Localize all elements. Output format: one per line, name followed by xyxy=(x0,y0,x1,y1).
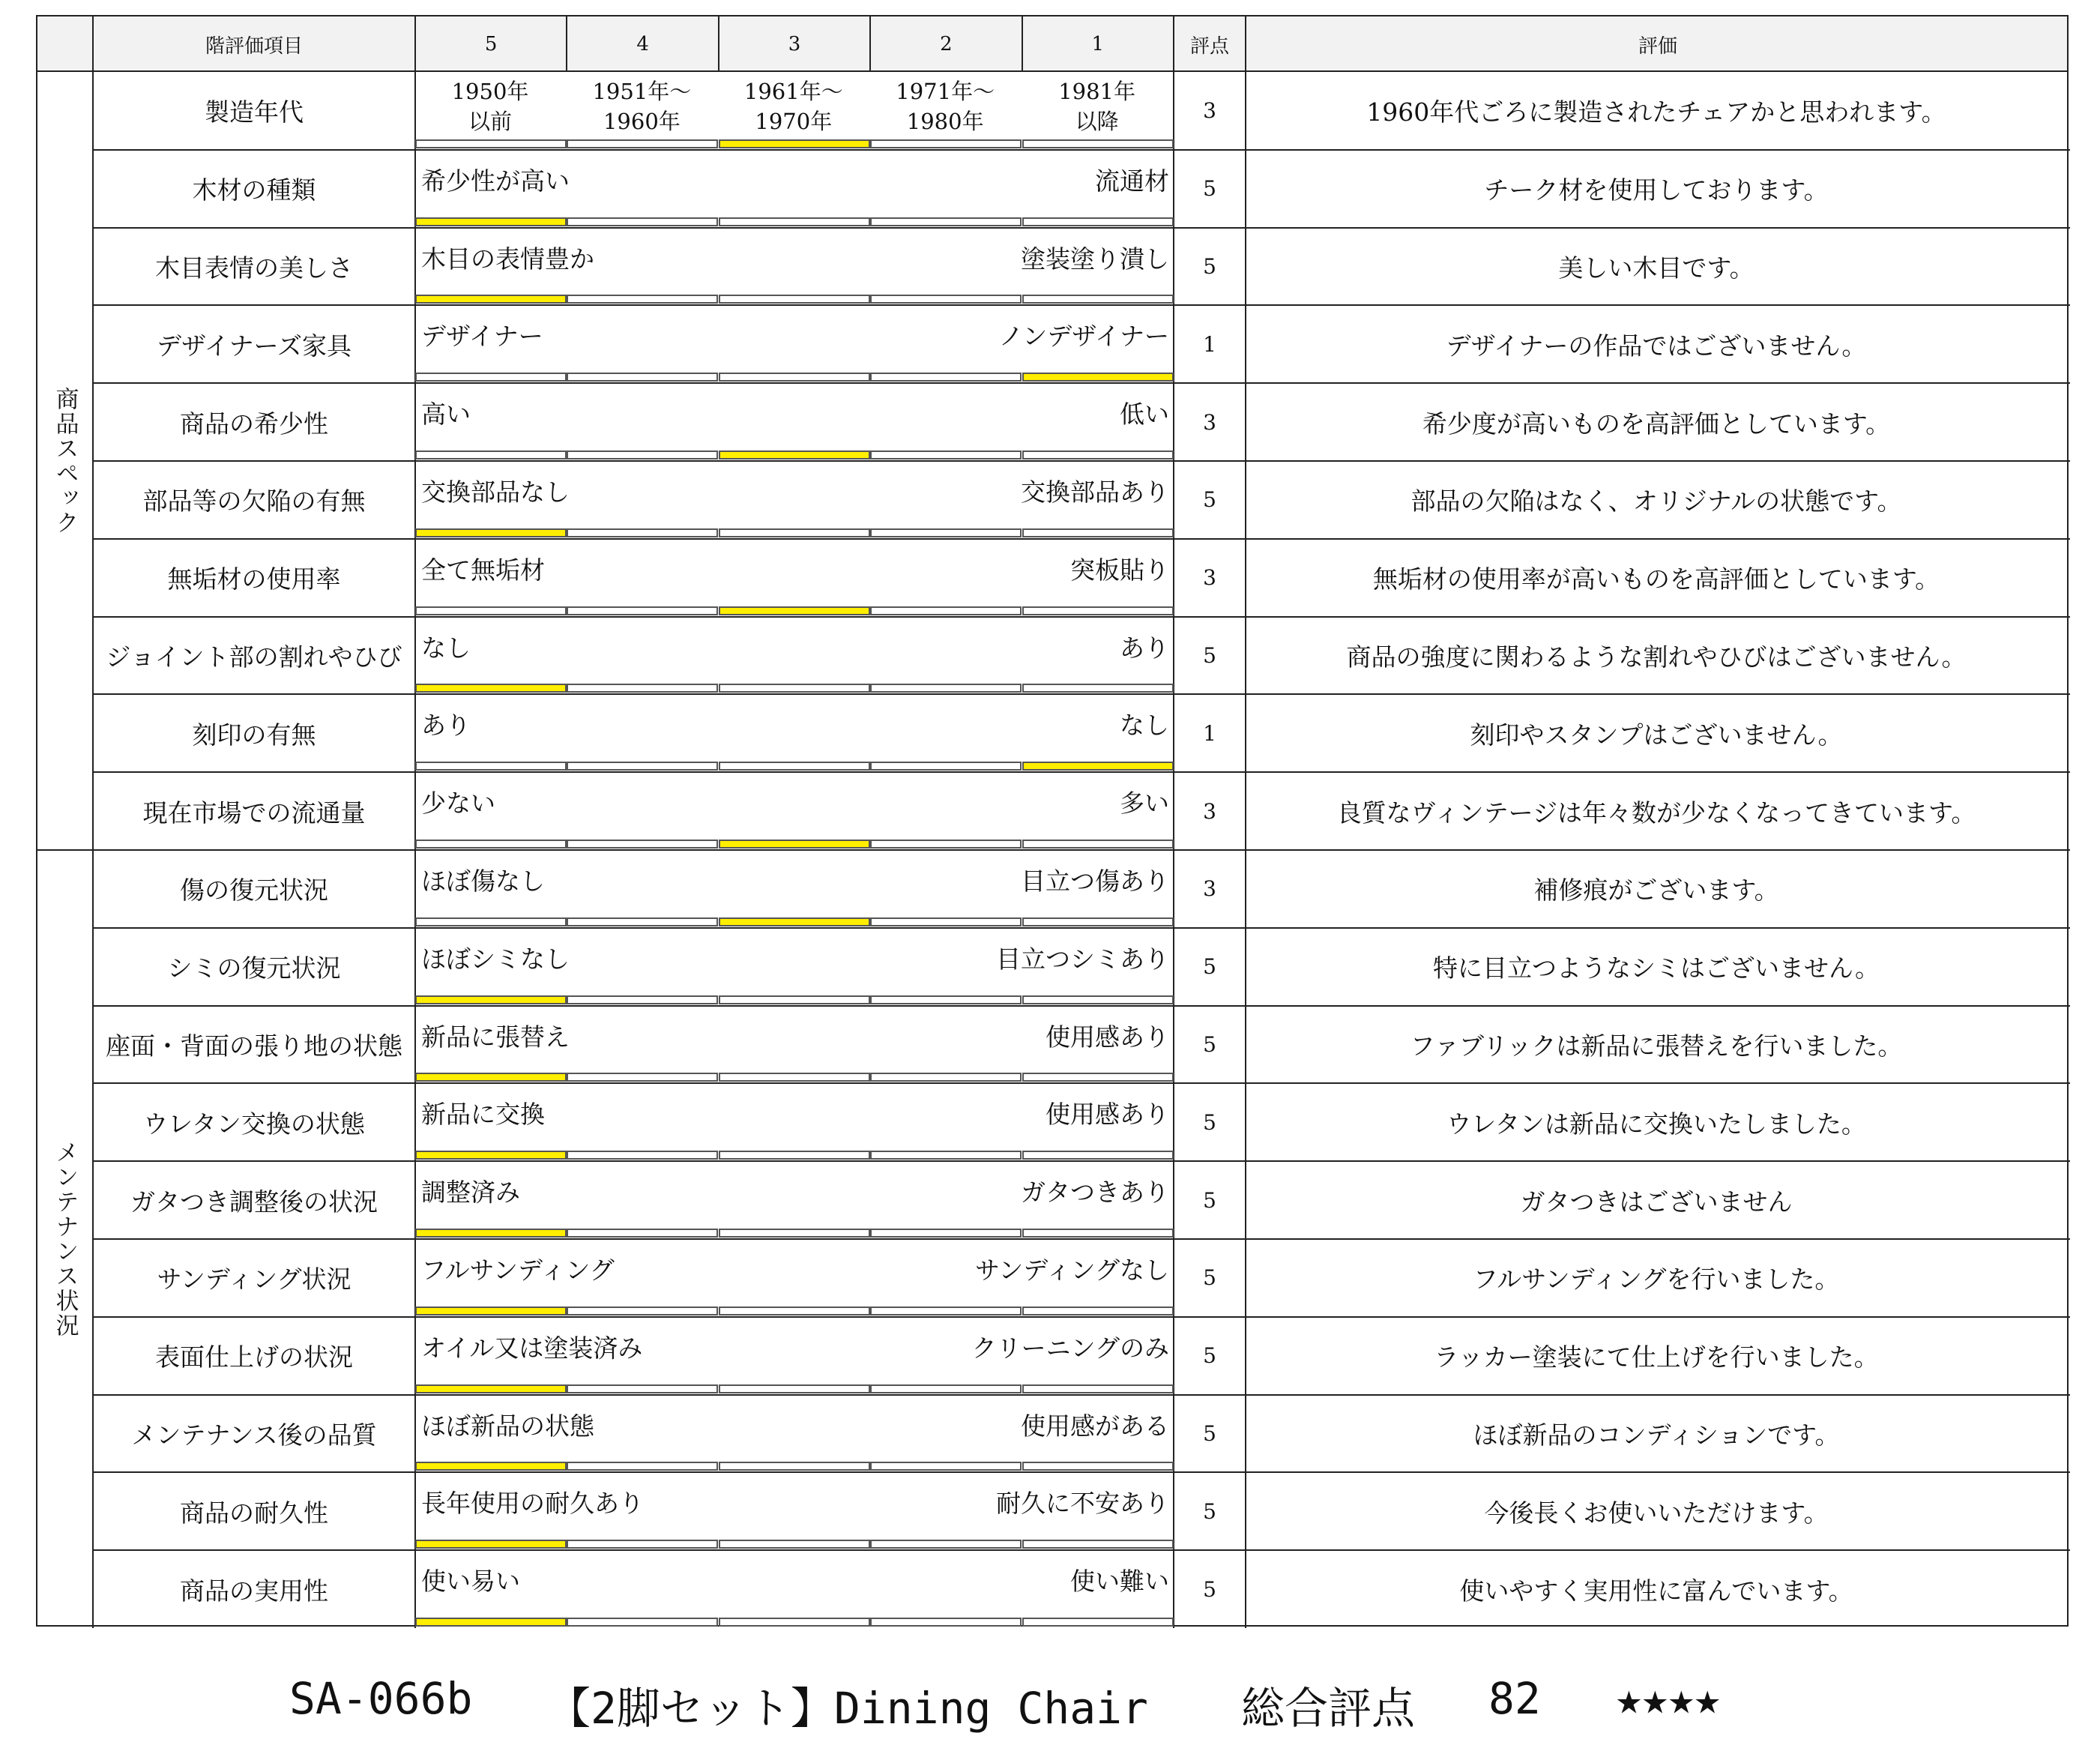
rating-segment xyxy=(567,684,718,693)
table-row xyxy=(37,1472,2070,1550)
scale-best-label: 少ない xyxy=(421,789,495,819)
rating-marker xyxy=(415,1073,567,1082)
rating-segment xyxy=(719,1618,870,1627)
rating-segment xyxy=(870,528,1022,537)
era-label: 1951年〜 1960年 xyxy=(592,79,692,134)
table-row xyxy=(37,461,2070,539)
grid-line xyxy=(869,16,871,72)
table-row xyxy=(37,228,2070,306)
evaluation-table xyxy=(36,15,2069,1627)
scale-worst-label: サンディングなし xyxy=(974,1256,1169,1285)
rating-segment xyxy=(870,762,1022,771)
scale-worst-label: 交換部品あり xyxy=(1021,477,1169,507)
table-row xyxy=(37,305,2070,383)
grid-line xyxy=(93,771,2070,773)
rating-segment xyxy=(1022,217,1174,226)
rating-segment xyxy=(567,139,718,148)
scale-worst-label: 使用感がある xyxy=(1021,1411,1169,1441)
score-value: 3 xyxy=(1203,798,1216,824)
score-value: 3 xyxy=(1203,98,1216,124)
product-summary xyxy=(0,1673,2100,1741)
rating-marker xyxy=(415,1540,567,1549)
rating-scale xyxy=(415,917,1174,926)
rating-segment xyxy=(567,528,718,537)
rating-segment xyxy=(567,1384,718,1393)
rating-segment xyxy=(719,684,870,693)
grid-line xyxy=(93,1549,2070,1551)
evaluation-comment: 刻印やスタンプはございません。 xyxy=(1470,720,1843,750)
table-row xyxy=(37,1083,2070,1161)
scale-worst-label: 塗装塗り潰し xyxy=(1021,244,1169,274)
header-evaluation: 評価 xyxy=(1638,34,1677,58)
evaluation-item: 木目表情の美しさ xyxy=(155,253,353,283)
grid-line xyxy=(93,1238,2070,1240)
rating-segment xyxy=(567,1151,718,1160)
rating-segment xyxy=(719,1540,870,1549)
rating-scale xyxy=(415,373,1174,382)
table-row xyxy=(37,72,2070,150)
evaluation-item: ウレタン交換の状態 xyxy=(143,1109,365,1139)
rating-segment xyxy=(719,1229,870,1238)
scale-best-label: ほぼ新品の状態 xyxy=(421,1411,594,1441)
table-row xyxy=(37,150,2070,228)
rating-segment xyxy=(1022,1384,1174,1393)
rating-segment xyxy=(870,1307,1022,1316)
total-score: 82 xyxy=(1488,1673,1541,1724)
scale-worst-label: クリーニングのみ xyxy=(971,1333,1169,1363)
score-value: 5 xyxy=(1203,1187,1216,1213)
rating-scale xyxy=(415,1384,1174,1393)
scale-worst-label: 使用感あり xyxy=(1046,1022,1169,1052)
rating-segment xyxy=(1022,917,1174,926)
evaluation-item: 木材の種類 xyxy=(192,175,316,205)
evaluation-item: 商品の希少性 xyxy=(180,409,328,439)
rating-marker xyxy=(415,684,567,693)
rating-marker xyxy=(1022,373,1174,382)
grid-line xyxy=(93,149,2070,151)
table-row xyxy=(37,1161,2070,1239)
rating-segment xyxy=(1022,295,1174,304)
product-code: SA-066b xyxy=(289,1673,473,1724)
evaluation-comment: 部品の欠陥はなく、オリジナルの状態です。 xyxy=(1410,486,1902,516)
scale-worst-label: 突板貼り xyxy=(1070,555,1169,585)
evaluation-item: デザイナーズ家具 xyxy=(156,331,352,361)
score-value: 5 xyxy=(1203,1343,1216,1369)
evaluation-comment: ガタつきはございません xyxy=(1520,1187,1793,1217)
header-score: 評点 xyxy=(1189,34,1229,58)
table-row xyxy=(37,850,2070,928)
scale-best-label: デザイナー xyxy=(421,322,543,352)
scale-best-label: オイル又は塗装済み xyxy=(421,1333,643,1363)
rating-segment xyxy=(870,917,1022,926)
scale-worst-label: 目立つシミあり xyxy=(996,944,1169,974)
rating-segment xyxy=(1022,684,1174,693)
grid-line xyxy=(93,382,2070,384)
rating-scale xyxy=(415,1229,1174,1238)
rating-marker xyxy=(415,295,567,304)
rating-marker xyxy=(415,1151,567,1160)
table-row xyxy=(37,772,2070,850)
score-value: 5 xyxy=(1203,1498,1216,1524)
table-row xyxy=(37,1550,2070,1628)
scale-best-label: 調整済み xyxy=(421,1178,520,1208)
score-value: 5 xyxy=(1203,642,1216,668)
rating-segment xyxy=(567,217,718,226)
header-score-4: 4 xyxy=(636,33,649,55)
rating-scale xyxy=(415,606,1174,615)
table-row xyxy=(37,617,2070,695)
score-value: 5 xyxy=(1203,253,1216,279)
evaluation-comment: 特に目立つようなシミはございません。 xyxy=(1433,953,1880,983)
rating-scale xyxy=(415,1073,1174,1082)
evaluation-comment: フルサンディングを行いました。 xyxy=(1473,1265,1840,1295)
rating-segment xyxy=(870,1618,1022,1627)
rating-segment xyxy=(870,1151,1022,1160)
grid-line xyxy=(93,927,2070,929)
rating-segment xyxy=(567,762,718,771)
scale-best-label: フルサンディング xyxy=(421,1256,615,1285)
score-value: 1 xyxy=(1203,720,1216,746)
rating-segment xyxy=(567,917,718,926)
score-value: 3 xyxy=(1203,565,1216,591)
scale-worst-label: 使用感あり xyxy=(1046,1100,1169,1130)
rating-segment xyxy=(567,840,718,849)
rating-segment xyxy=(1022,1540,1174,1549)
rating-segment xyxy=(870,139,1022,148)
scale-best-label: 使い易い xyxy=(421,1567,520,1597)
rating-marker xyxy=(415,1618,567,1627)
scale-best-label: なし xyxy=(421,633,471,663)
rating-segment xyxy=(415,917,567,926)
table-row xyxy=(37,1239,2070,1317)
rating-scale xyxy=(415,295,1174,304)
table-row xyxy=(37,383,2070,461)
rating-segment xyxy=(870,217,1022,226)
rating-segment xyxy=(415,840,567,849)
rating-segment xyxy=(719,528,870,537)
scale-best-label: 新品に交換 xyxy=(421,1100,545,1130)
rating-segment xyxy=(719,995,870,1004)
evaluation-item: 座面・背面の張り地の状態 xyxy=(106,1031,402,1061)
rating-segment xyxy=(719,373,870,382)
evaluation-item: 現在市場での流通量 xyxy=(142,798,366,828)
scale-best-label: ほぼ傷なし xyxy=(421,867,545,896)
evaluation-item: シミの復元状況 xyxy=(167,953,341,983)
rating-segment xyxy=(1022,1462,1174,1471)
rating-segment xyxy=(870,1540,1022,1549)
score-value: 5 xyxy=(1203,176,1216,202)
score-value: 3 xyxy=(1203,876,1216,902)
section-label: メンテナンス状況 xyxy=(51,1140,79,1338)
rating-segment xyxy=(1022,1073,1174,1082)
rating-scale xyxy=(415,762,1174,771)
rating-scale xyxy=(415,840,1174,849)
scale-worst-label: ガタつきあり xyxy=(1021,1178,1169,1208)
rating-marker xyxy=(719,139,870,148)
evaluation-comment: 良質なヴィンテージは年々数が少なくなってきています。 xyxy=(1336,798,1976,828)
rating-segment xyxy=(719,1307,870,1316)
evaluation-item: 部品等の欠陥の有無 xyxy=(142,486,366,516)
rating-segment xyxy=(870,684,1022,693)
evaluation-comment: 補修痕がございます。 xyxy=(1533,876,1779,905)
table-row xyxy=(37,928,2070,1006)
rating-segment xyxy=(415,762,567,771)
grid-line xyxy=(93,538,2070,540)
rating-segment xyxy=(870,295,1022,304)
scale-best-label: 全て無垢材 xyxy=(421,555,545,585)
scale-best-label: 高い xyxy=(421,400,471,430)
rating-segment xyxy=(1022,528,1174,537)
grid-line xyxy=(1022,16,1023,72)
rating-segment xyxy=(870,1384,1022,1393)
rating-scale xyxy=(415,684,1174,693)
rating-marker xyxy=(415,995,567,1004)
rating-segment xyxy=(567,1462,718,1471)
grid-line xyxy=(93,616,2070,618)
rating-segment xyxy=(415,373,567,382)
scale-worst-label: 耐久に不安あり xyxy=(996,1489,1169,1519)
rating-scale xyxy=(415,217,1174,226)
scale-best-label: 希少性が高い xyxy=(421,166,570,196)
era-label: 1950年 以前 xyxy=(451,79,529,134)
rating-segment xyxy=(719,217,870,226)
score-value: 1 xyxy=(1203,331,1216,357)
scale-worst-label: 多い xyxy=(1120,789,1169,819)
rating-segment xyxy=(719,1462,870,1471)
table-row xyxy=(37,694,2070,772)
evaluation-item: メンテナンス後の品質 xyxy=(131,1420,377,1450)
rating-segment xyxy=(870,840,1022,849)
rating-segment xyxy=(870,373,1022,382)
rating-scale xyxy=(415,139,1174,148)
rating-segment xyxy=(1022,606,1174,615)
grid-line xyxy=(93,1316,2070,1318)
header-score-3: 3 xyxy=(788,33,801,55)
rating-marker xyxy=(719,450,870,459)
scale-best-label: 新品に張替え xyxy=(421,1022,570,1052)
evaluation-item: 表面仕上げの状況 xyxy=(155,1342,353,1372)
evaluation-item: 刻印の有無 xyxy=(192,720,316,750)
rating-segment xyxy=(870,606,1022,615)
rating-segment xyxy=(719,1384,870,1393)
rating-segment xyxy=(1022,1618,1174,1627)
rating-marker xyxy=(719,917,870,926)
evaluation-comment: デザイナーの作品ではございません。 xyxy=(1446,331,1867,361)
scale-worst-label: ノンデザイナー xyxy=(998,322,1169,352)
rating-marker xyxy=(719,840,870,849)
evaluation-item: サンディング状況 xyxy=(157,1265,351,1295)
score-value: 5 xyxy=(1203,1576,1216,1602)
rating-marker xyxy=(1022,762,1174,771)
grid-line xyxy=(93,1471,2070,1473)
evaluation-item: 製造年代 xyxy=(205,97,304,127)
total-score-label: 総合評点 xyxy=(1241,1683,1416,1734)
table-row xyxy=(37,1317,2070,1395)
rating-segment xyxy=(870,995,1022,1004)
score-value: 5 xyxy=(1203,487,1216,513)
rating-segment xyxy=(567,1540,718,1549)
rating-scale xyxy=(415,1307,1174,1316)
evaluation-comment: 希少度が高いものを高評価としています。 xyxy=(1422,409,1891,439)
score-value: 5 xyxy=(1203,1420,1216,1446)
rating-segment xyxy=(870,1073,1022,1082)
scale-best-label: 長年使用の耐久あり xyxy=(421,1489,644,1519)
table-row xyxy=(37,1395,2070,1473)
rating-scale xyxy=(415,528,1174,537)
header-score-5: 5 xyxy=(484,33,498,55)
rating-marker xyxy=(415,1229,567,1238)
scale-worst-label: 目立つ傷あり xyxy=(1021,867,1169,896)
rating-segment xyxy=(1022,1307,1174,1316)
grid-line xyxy=(93,227,2070,229)
score-value: 5 xyxy=(1203,954,1216,980)
rating-segment xyxy=(719,762,870,771)
evaluation-comment: 今後長くお使いいただけます。 xyxy=(1484,1498,1829,1528)
rating-marker xyxy=(415,217,567,226)
rating-segment xyxy=(1022,995,1174,1004)
scale-worst-label: 使い難い xyxy=(1070,1567,1169,1597)
rating-scale xyxy=(415,1462,1174,1471)
rating-scale xyxy=(415,995,1174,1004)
rating-marker xyxy=(415,528,567,537)
rating-segment xyxy=(1022,139,1174,148)
rating-scale xyxy=(415,1618,1174,1627)
scale-worst-label: あり xyxy=(1120,633,1169,663)
rating-scale xyxy=(415,450,1174,459)
rating-marker xyxy=(719,606,870,615)
rating-stars: ★★★★ xyxy=(1616,1673,1721,1724)
rating-segment xyxy=(567,995,718,1004)
rating-segment xyxy=(1022,450,1174,459)
grid-line xyxy=(93,1082,2070,1084)
evaluation-comment: ウレタンは新品に交換いたしました。 xyxy=(1446,1109,1866,1139)
table-row xyxy=(37,1006,2070,1084)
evaluation-item: 傷の復元状況 xyxy=(180,876,328,905)
header-score-2: 2 xyxy=(940,33,953,55)
era-label: 1981年 以降 xyxy=(1058,79,1135,134)
era-label: 1961年〜 1970年 xyxy=(743,79,843,134)
scale-best-label: 木目の表情豊か xyxy=(421,244,594,274)
header-score-1: 1 xyxy=(1091,33,1105,55)
rating-segment xyxy=(870,450,1022,459)
score-value: 5 xyxy=(1203,1031,1216,1057)
evaluation-comment: 商品の強度に関わるような割れやひびはございません。 xyxy=(1346,642,1967,672)
evaluation-item: 商品の実用性 xyxy=(180,1576,328,1606)
table-row xyxy=(37,539,2070,617)
rating-scale xyxy=(415,1540,1174,1549)
rating-segment xyxy=(1022,1151,1174,1160)
rating-segment xyxy=(567,450,718,459)
scale-worst-label: なし xyxy=(1120,711,1169,741)
rating-segment xyxy=(719,295,870,304)
grid-line xyxy=(93,1160,2070,1162)
grid-line xyxy=(566,16,567,72)
grid-line xyxy=(718,16,719,72)
rating-marker xyxy=(415,1462,567,1471)
rating-marker xyxy=(415,1384,567,1393)
evaluation-item: 商品の耐久性 xyxy=(180,1498,328,1528)
evaluation-item: ガタつき調整後の状況 xyxy=(130,1187,378,1217)
rating-segment xyxy=(415,139,567,148)
rating-segment xyxy=(415,450,567,459)
rating-segment xyxy=(567,606,718,615)
rating-marker xyxy=(415,1307,567,1316)
evaluation-item: 無垢材の使用率 xyxy=(167,564,341,594)
rating-segment xyxy=(567,1307,718,1316)
rating-segment xyxy=(567,373,718,382)
grid-line xyxy=(93,304,2070,306)
evaluation-comment: 1960年代ごろに製造されたチェアかと思われます。 xyxy=(1366,97,1946,127)
scale-best-label: 交換部品なし xyxy=(421,477,570,507)
rating-segment xyxy=(415,606,567,615)
evaluation-comment: 使いやすく実用性に富んでいます。 xyxy=(1459,1576,1853,1606)
grid-line xyxy=(93,849,2070,851)
rating-segment xyxy=(567,1073,718,1082)
scale-worst-label: 低い xyxy=(1120,400,1169,430)
evaluation-item: ジョイント部の割れやひび xyxy=(106,642,402,672)
grid-line xyxy=(93,693,2070,695)
product-name: 【2脚セット】Dining Chair xyxy=(547,1683,1148,1734)
rating-segment xyxy=(1022,1229,1174,1238)
evaluation-comment: ファブリックは新品に張替えを行いました。 xyxy=(1410,1031,1903,1061)
rating-segment xyxy=(567,1229,718,1238)
era-label: 1971年〜 1980年 xyxy=(896,79,995,134)
section-label: 商品スペック xyxy=(51,387,79,535)
rating-scale xyxy=(415,1151,1174,1160)
rating-segment xyxy=(719,1073,870,1082)
score-value: 5 xyxy=(1203,1109,1216,1135)
scale-best-label: ほぼシミなし xyxy=(421,944,570,974)
evaluation-comment: 美しい木目です。 xyxy=(1558,253,1754,283)
grid-line xyxy=(93,460,2070,462)
evaluation-comment: チーク材を使用しております。 xyxy=(1484,175,1829,205)
scale-best-label: あり xyxy=(421,711,471,741)
evaluation-comment: ラッカー塗装にて仕上げを行いました。 xyxy=(1434,1342,1879,1372)
rating-segment xyxy=(567,1618,718,1627)
rating-segment xyxy=(719,1151,870,1160)
score-value: 3 xyxy=(1203,409,1216,435)
evaluation-comment: ほぼ新品のコンディションです。 xyxy=(1473,1420,1840,1450)
rating-segment xyxy=(567,295,718,304)
evaluation-comment: 無垢材の使用率が高いものを高評価としています。 xyxy=(1372,564,1940,594)
scale-worst-label: 流通材 xyxy=(1095,166,1169,196)
grid-line xyxy=(93,1005,2070,1007)
header-item: 階評価項目 xyxy=(205,34,303,58)
rating-segment xyxy=(870,1462,1022,1471)
grid-line xyxy=(93,1394,2070,1396)
score-value: 5 xyxy=(1203,1265,1216,1291)
rating-segment xyxy=(870,1229,1022,1238)
rating-segment xyxy=(1022,840,1174,849)
